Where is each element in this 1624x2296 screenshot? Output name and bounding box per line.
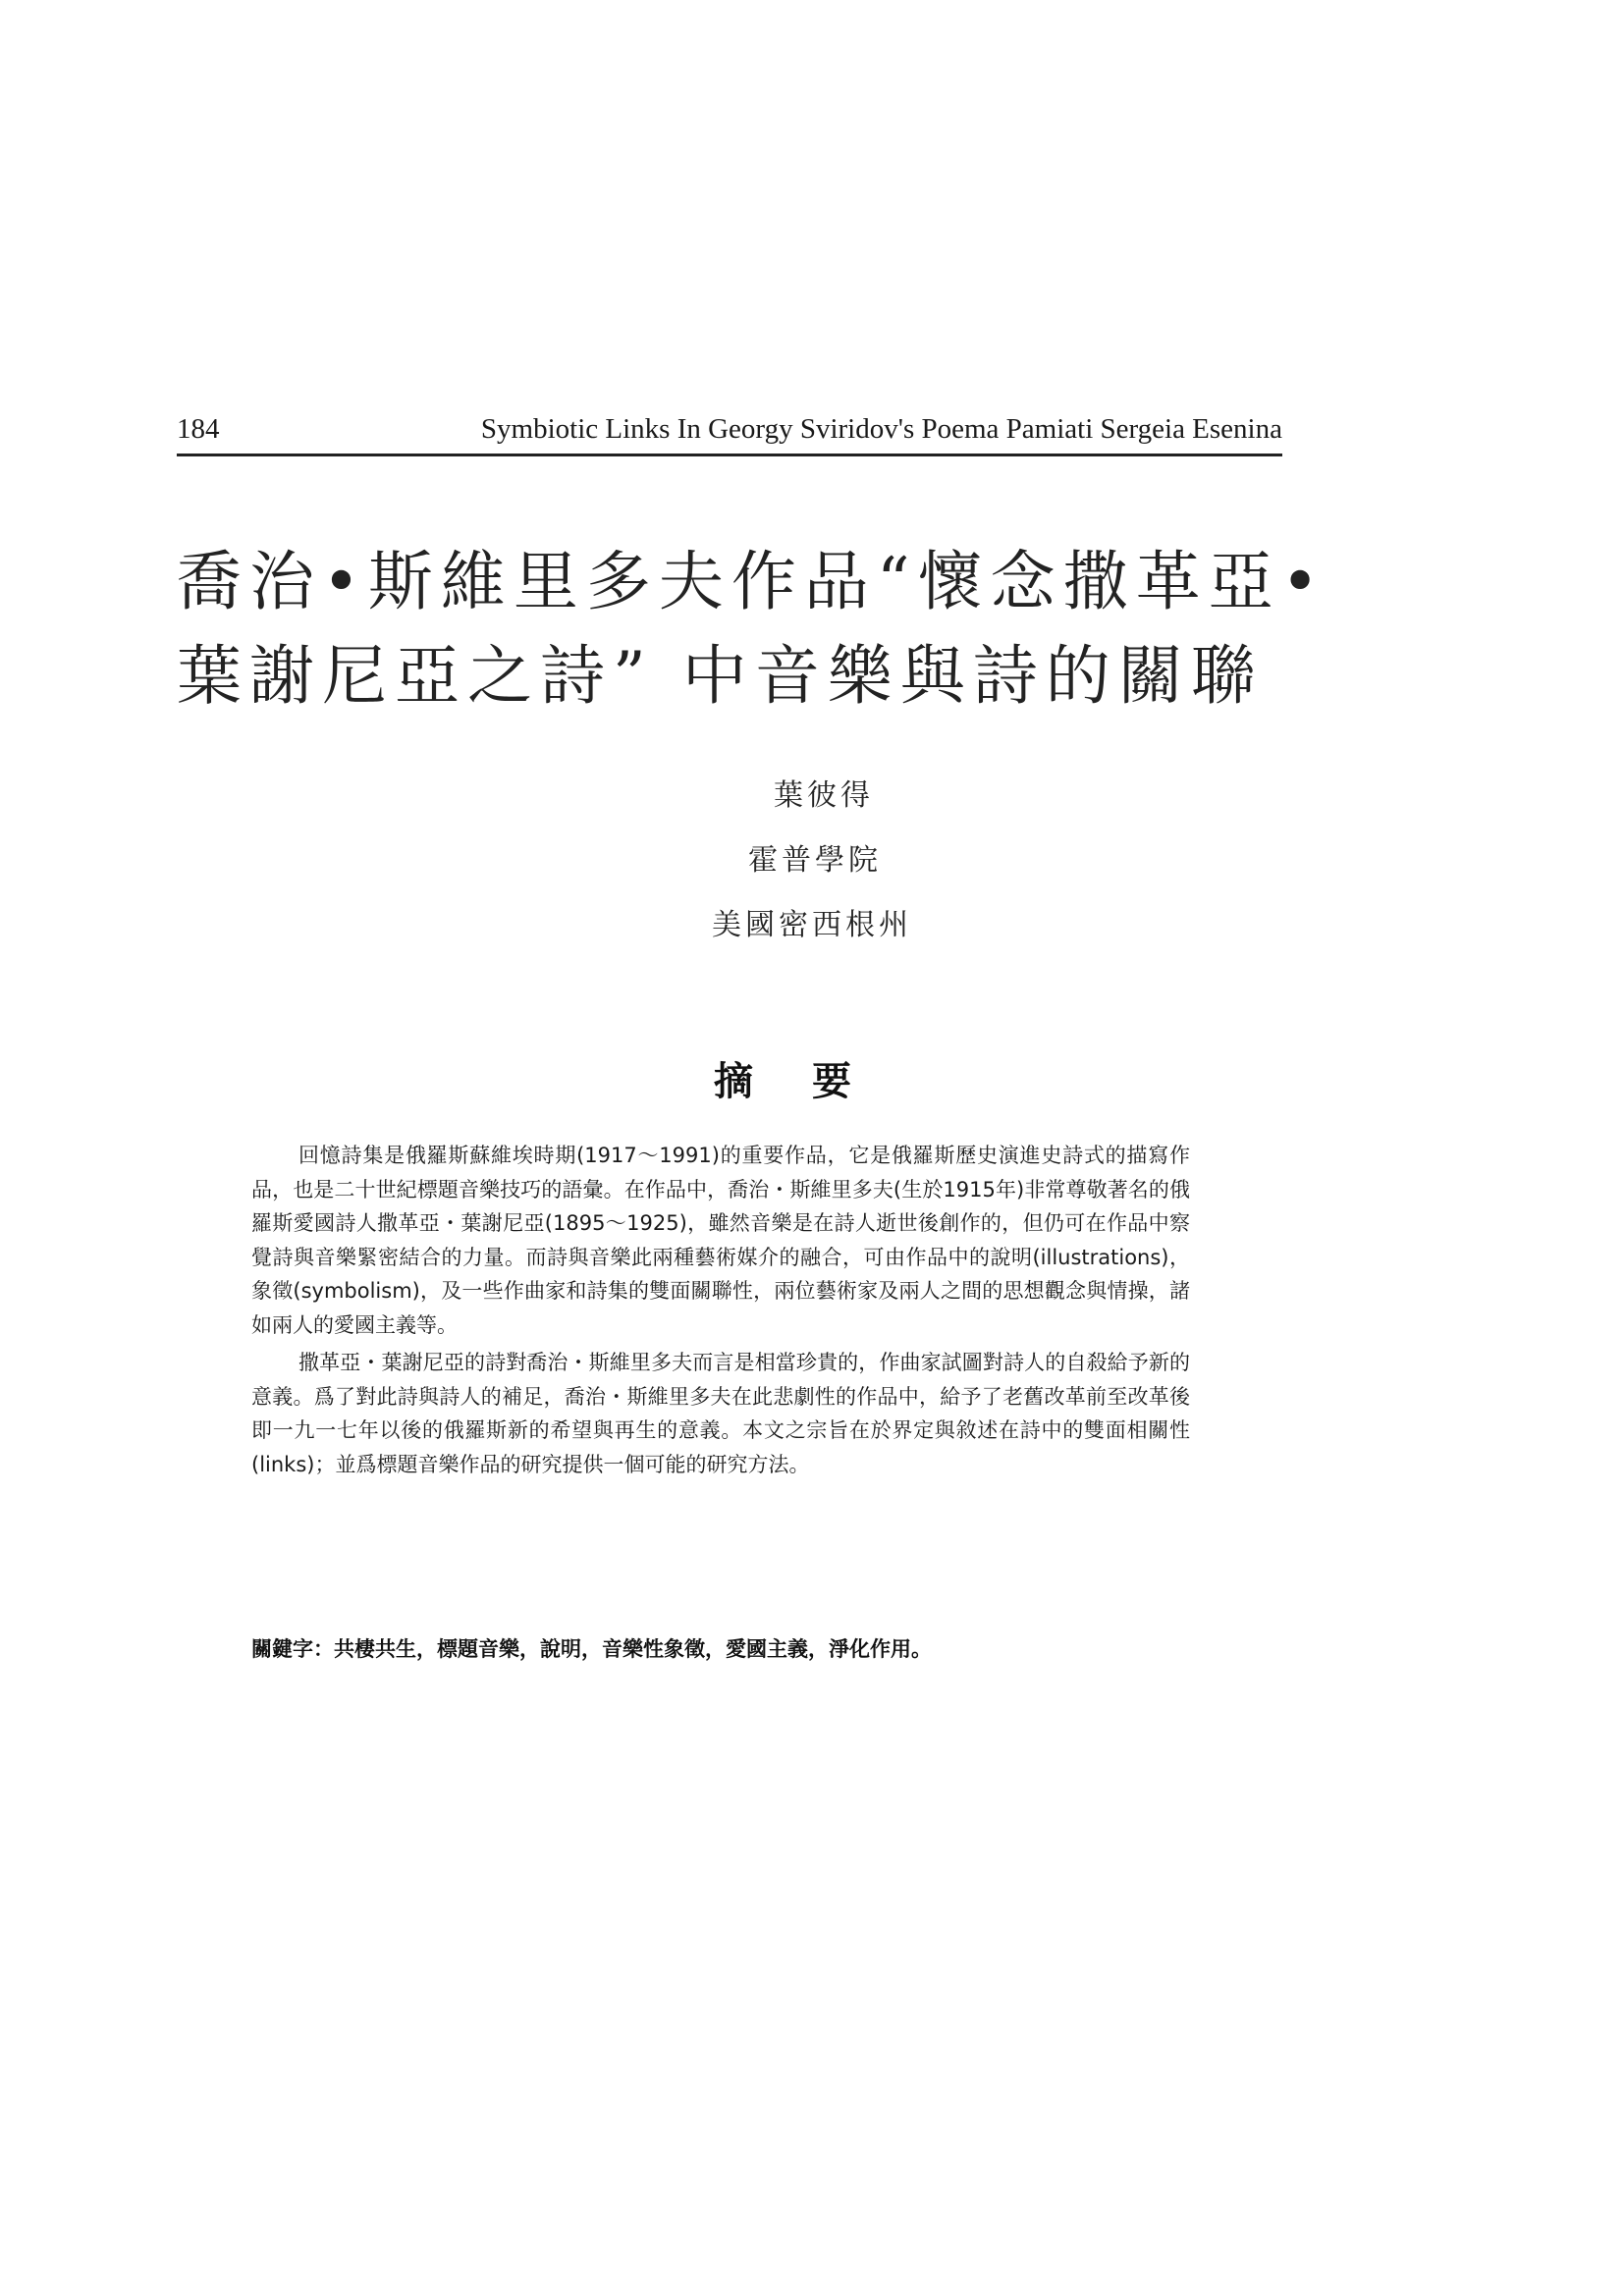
title-line-2: 葉謝尼亞之詩” 中音樂與詩的關聯	[177, 638, 1264, 714]
abstract-paragraph-1: 回憶詩集是俄羅斯蘇維埃時期(1917～1991)的重要作品，它是俄羅斯歷史演進史詩式的描寫作品，也是二十世紀標題音樂技巧的語彙。在作品中，喬治・斯維里多夫(生於1915年)非常尊敬著名的俄羅斯愛國詩人撒革亞・葉謝尼亞(1895～1925)，雖然音樂是在詩人逝世後創作的，但仍可在作品中察覺詩與音樂緊密結合的力量。而詩與音樂此兩種藝術媒介的融合，可由作品中的說明(illustrations)，象徵(symbolism)，及一些作曲家和詩集的雙面關聯性，兩位藝術家及兩人之間的思想觀念與情操，諸如兩人的愛國主義等。	[251, 1144, 1190, 1337]
author-institution: 霍普學院	[748, 843, 882, 878]
article-title	[177, 535, 1327, 723]
abstract-heading: 摘要	[714, 1059, 910, 1104]
author-name: 葉彼得	[774, 778, 874, 813]
abstract-body	[251, 1139, 1190, 1481]
running-header	[177, 410, 1282, 456]
running-title: Symbiotic Links In Georgy Sviridov's Poema Pamiati Sergeia Esenina	[480, 413, 1282, 445]
keywords: 關鍵字：共棲共生，標題音樂，說明，音樂性象徵，愛國主義，淨化作用。	[251, 1637, 932, 1661]
page-number: 184	[177, 413, 220, 445]
author-location: 美國密西根州	[712, 908, 912, 942]
title-line-1: 喬治•斯維里多夫作品“懷念撒革亞•	[177, 544, 1327, 619]
abstract-paragraph-2: 撒革亞・葉謝尼亞的詩對喬治・斯維里多夫而言是相當珍貴的，作曲家試圖對詩人的自殺給予新的意義。爲了對此詩與詩人的補足，喬治・斯維里多夫在此悲劇性的作品中，給予了老舊改革前至改革後即一九一七年以後的俄羅斯新的希望與再生的意義。本文之宗旨在於界定與敘述在詩中的雙面相關性(links)；並爲標題音樂作品的研究提供一個可能的研究方法。	[251, 1351, 1190, 1476]
author-block	[0, 764, 1624, 958]
